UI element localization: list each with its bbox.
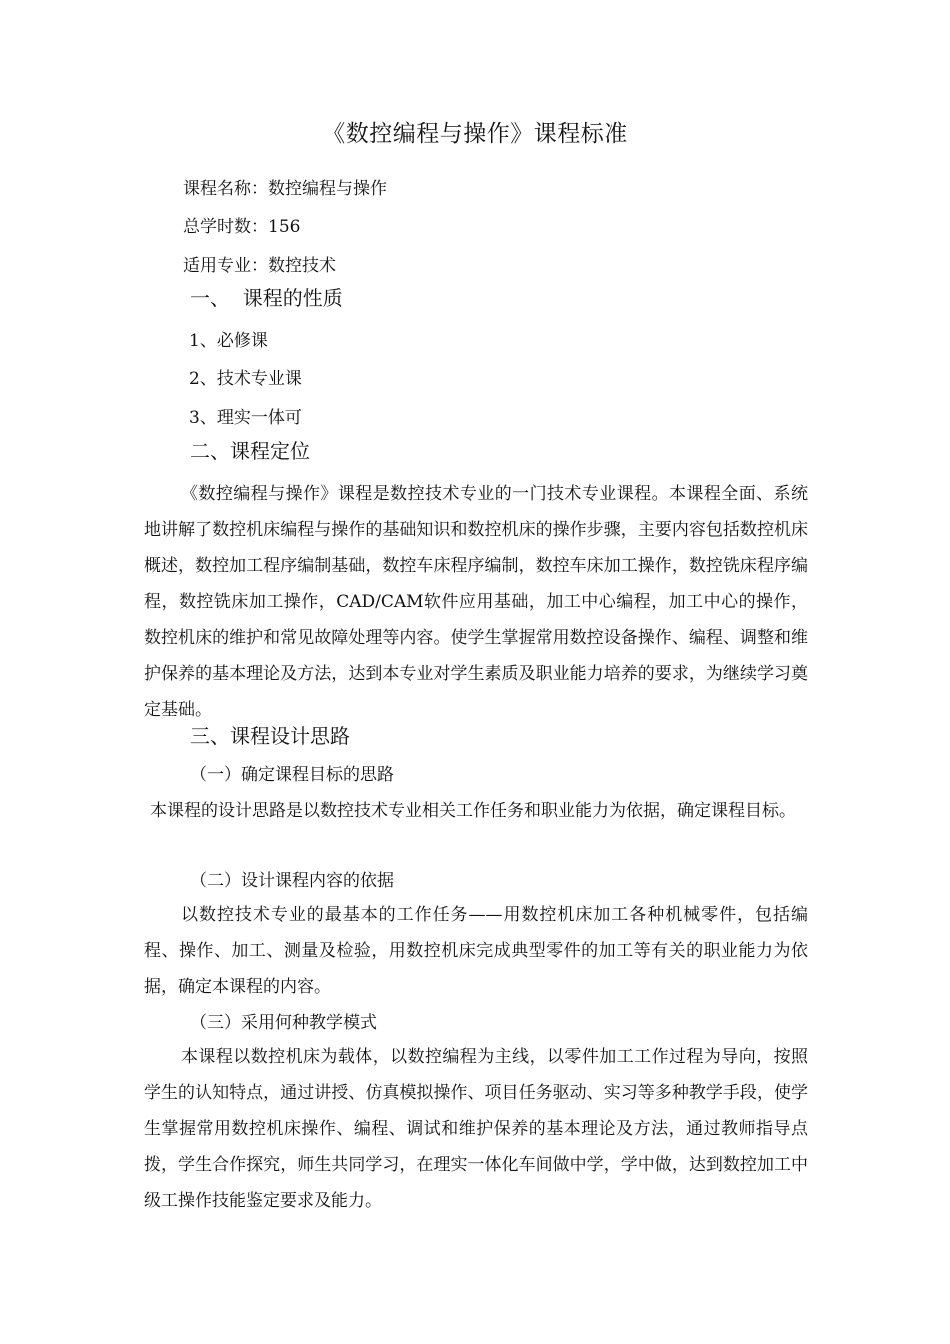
meta-total-hours-value: 156 bbox=[268, 217, 301, 237]
section3-sub2-heading: （二）设计课程内容的依据 bbox=[190, 871, 394, 891]
meta-major bbox=[183, 253, 336, 279]
meta-total-hours-label: 总学时数： bbox=[183, 217, 268, 237]
section3-sub1-paragraph: 本课程的设计思路是以数控技术专业相关工作任务和职业能力为依据，确定课程目标。 bbox=[150, 801, 796, 821]
section3-sub3-heading: （三）采用何种教学模式 bbox=[190, 1013, 377, 1033]
section1-item: 3、理实一体可 bbox=[189, 408, 302, 428]
section3-sub3-paragraph: 本课程以数控机床为载体，以数控编程为主线，以零件加工工作过程为导向，按照学生的认知特点，通过讲授、仿真模拟操作、项目任务驱动、实习等多种教学手段，使学生掌握常用数控机床操作、编程、调试和维护保养的基本理论及方法，通过教师指导点拨，学生合作探究，师生共同学习，在理实一体化车间做中学，学中做，达到数控加工中级工操作技能鉴定要求及能力。 bbox=[144, 1047, 808, 1211]
meta-course-name-label: 课程名称： bbox=[183, 179, 268, 199]
meta-course-name-value: 数控编程与操作 bbox=[268, 179, 387, 199]
meta-major-value: 数控技术 bbox=[268, 256, 336, 276]
section2-paragraph: 《数控编程与操作》课程是数控技术专业的一门技术专业课程。本课程全面、系统地讲解了数控机床编程与操作的基础知识和数控机床的操作步骤，主要内容包括数控机床概述，数控加工程序编制基础，数控车床程序编制，数控车床加工操作，数控铣床程序编程，数控铣床加工操作，CAD/CAM软件应用基础，加工中心编程，加工中心的操作，数控机床的维护和常见故障处理等内容。使学生掌握常用数控设备操作、编程、调整和维护保养的基本理论及方法，达到本专业对学生素质及职业能力培养的要求，为继续学习奠定基础。 bbox=[144, 484, 808, 720]
section1-item: 1、必修课 bbox=[189, 331, 268, 351]
section1-heading: 一、 课程的性质 bbox=[190, 286, 343, 310]
section3-heading: 三、课程设计思路 bbox=[190, 724, 350, 748]
meta-major-label: 适用专业： bbox=[183, 256, 268, 276]
document-title: 《数控编程与操作》课程标准 bbox=[322, 121, 628, 147]
section3-sub2-paragraph: 以数控技术专业的最基本的工作任务——用数控机床加工各种机械零件，包括编程、操作、加工、测量及检验，用数控机床完成典型零件的加工等有关的职业能力为依据，确定本课程的内容。 bbox=[144, 905, 808, 997]
meta-total-hours bbox=[183, 214, 300, 240]
meta-course-name bbox=[183, 176, 387, 202]
section2-heading: 二、课程定位 bbox=[190, 439, 310, 463]
section1-item: 2、技术专业课 bbox=[189, 369, 302, 389]
section3-sub1-heading: （一）确定课程目标的思路 bbox=[190, 765, 394, 785]
